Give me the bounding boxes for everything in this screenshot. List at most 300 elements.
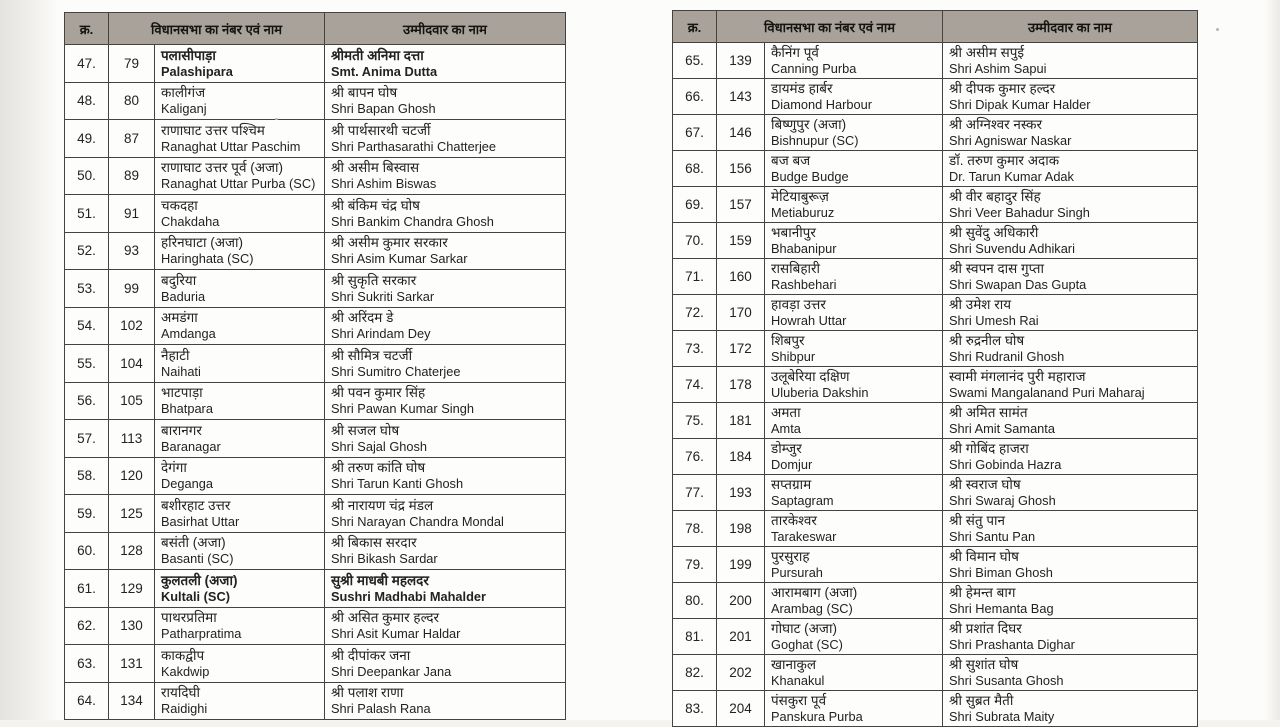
constituency-number: 130 <box>109 607 155 645</box>
constituency-name-english: Bishnupur (SC) <box>771 133 859 148</box>
serial-number: 69. <box>673 187 717 223</box>
constituency-name-hindi: बदुरिया <box>161 272 197 288</box>
table-row <box>65 607 566 645</box>
constituency-name-english: Saptagram <box>771 493 834 508</box>
constituency-name-english: Kakdwip <box>161 663 210 679</box>
candidate-name <box>325 532 566 570</box>
table-row <box>65 82 566 120</box>
constituency-name-hindi: बिष्णुपुर (अजा) <box>771 117 847 132</box>
constituency-number: 184 <box>717 439 765 475</box>
constituency-name <box>155 607 325 645</box>
candidate-name <box>943 439 1198 475</box>
constituency-name-hindi: रासबिहारी <box>771 261 821 276</box>
serial-number: 57. <box>65 420 109 458</box>
constituency-name-english: Baranagar <box>161 438 221 454</box>
serial-number: 78. <box>673 511 717 547</box>
constituency-name-english: Patharpratima <box>161 626 242 642</box>
table-row <box>673 655 1198 691</box>
constituency-name-hindi: बशीरहाट उत्तर <box>161 497 231 513</box>
table-row <box>673 43 1198 79</box>
constituency-name-english: Raidighi <box>161 701 208 717</box>
serial-number: 60. <box>65 532 109 570</box>
constituency-name <box>765 223 943 259</box>
serial-number: 54. <box>65 307 109 345</box>
candidate-name-english: Shri Swaraj Ghosh <box>949 493 1056 508</box>
header-constituency: विधानसभा का नंबर एवं नाम <box>109 13 325 45</box>
candidate-name <box>325 82 566 120</box>
constituency-name-hindi: पंसकुरा पूर्व <box>771 693 827 708</box>
constituency-name-english: Basirhat Uttar <box>161 513 240 529</box>
table-row <box>65 307 566 345</box>
candidate-name-hindi: श्री स्वराज घोष <box>949 477 1021 492</box>
scan-edge-shadow-right <box>1264 0 1280 720</box>
serial-number: 67. <box>673 115 717 151</box>
candidate-name-hindi: श्री उमेश राय <box>949 297 1012 312</box>
table-row <box>673 475 1198 511</box>
candidate-name-hindi: श्री वीर बहादुर सिंह <box>949 189 1041 204</box>
constituency-name-english: Naihati <box>161 363 201 379</box>
candidate-name <box>325 495 566 533</box>
table-row <box>65 532 566 570</box>
constituency-name <box>765 367 943 403</box>
serial-number: 49. <box>65 120 109 158</box>
header-serial: क्र. <box>673 11 717 43</box>
candidate-name-english: Shri Palash Rana <box>331 701 431 717</box>
candidate-name-hindi: श्री तरुण कांति घोष <box>331 460 426 476</box>
candidate-name-hindi: श्री असित कुमार हल्दर <box>331 610 440 626</box>
constituency-number: 202 <box>717 655 765 691</box>
constituency-name-hindi: तारकेश्वर <box>771 513 817 528</box>
constituency-number: 198 <box>717 511 765 547</box>
constituency-name-hindi: अमता <box>771 405 801 420</box>
constituency-name <box>155 420 325 458</box>
constituency-name-english: Tarakeswar <box>771 529 837 544</box>
serial-number: 53. <box>65 270 109 308</box>
candidate-name-hindi: श्री असीम कुमार सरकार <box>331 235 448 251</box>
constituency-name-hindi: डायमंड हार्बर <box>771 81 833 96</box>
candidate-name-hindi: श्री संतु पान <box>949 513 1006 528</box>
constituency-name-hindi: डोम्जुर <box>771 441 802 456</box>
serial-number: 73. <box>673 331 717 367</box>
candidate-name <box>325 307 566 345</box>
table-row <box>65 457 566 495</box>
constituency-name <box>155 682 325 720</box>
candidate-name-english: Swami Mangalanand Puri Maharaj <box>949 385 1145 400</box>
constituency-name-hindi: राणाघाट उत्तर पश्चिम <box>161 122 265 138</box>
constituency-name-english: Khanakul <box>771 673 825 688</box>
constituency-name <box>155 232 325 270</box>
constituency-name-hindi: नैहाटी <box>161 347 190 363</box>
candidate-name-hindi: श्री स्वपन दास गुप्ता <box>949 261 1044 276</box>
candidate-name-hindi: श्री अरिंदम डे <box>331 310 394 326</box>
table-row <box>673 583 1198 619</box>
constituency-name-hindi: कुलतली (अजा) <box>161 572 238 588</box>
constituency-number: 125 <box>109 495 155 533</box>
constituency-name-english: Kaliganj <box>161 101 207 117</box>
constituency-name <box>155 645 325 683</box>
serial-number: 82. <box>673 655 717 691</box>
candidate-name-english: Shri Swapan Das Gupta <box>949 277 1087 292</box>
candidate-name <box>943 619 1198 655</box>
candidate-name-english: Shri Veer Bahadur Singh <box>949 205 1090 220</box>
constituency-name-english: Amdanga <box>161 326 216 342</box>
table-row <box>673 331 1198 367</box>
serial-number: 77. <box>673 475 717 511</box>
candidate-name-hindi: श्री बिकास सरदार <box>331 535 417 551</box>
constituency-number: 102 <box>109 307 155 345</box>
table-row <box>65 195 566 233</box>
constituency-number: 193 <box>717 475 765 511</box>
constituency-number: 131 <box>109 645 155 683</box>
constituency-name-hindi: मेटियाबुरूज़ <box>771 189 829 204</box>
candidate-name <box>943 223 1198 259</box>
candidate-name-hindi: श्री अग्निश्वर नस्कर <box>949 117 1043 132</box>
candidate-name-english: Shri Asim Kumar Sarkar <box>331 251 468 267</box>
constituency-name <box>765 475 943 511</box>
constituency-name-hindi: उलूबेरिया दक्षिण <box>771 369 850 384</box>
table-header <box>673 11 1198 43</box>
constituency-name <box>155 345 325 383</box>
candidate-name-english: Shri Bankim Chandra Ghosh <box>331 213 494 229</box>
constituency-name <box>155 382 325 420</box>
table-row <box>65 645 566 683</box>
candidate-name-english: Shri Narayan Chandra Mondal <box>331 513 504 529</box>
constituency-name-english: Budge Budge <box>771 169 849 184</box>
candidate-name-english: Shri Asit Kumar Haldar <box>331 626 461 642</box>
table-row <box>673 187 1198 223</box>
table-row <box>673 547 1198 583</box>
candidate-name-hindi: श्री सुब्रत मैती <box>949 693 1014 708</box>
serial-number: 68. <box>673 151 717 187</box>
candidate-name-english: Shri Dipak Kumar Halder <box>949 97 1091 112</box>
constituency-name-hindi: राणाघाट उत्तर पूर्व (अजा) <box>161 160 284 176</box>
constituency-name-hindi: शिबपुर <box>771 333 805 348</box>
table-row <box>65 682 566 720</box>
candidate-name-english: Shri Bapan Ghosh <box>331 101 436 117</box>
constituency-name-hindi: बारानगर <box>161 422 202 438</box>
candidate-name <box>943 403 1198 439</box>
candidate-name-hindi: श्री प्रशांत दिघर <box>949 621 1022 636</box>
table-row <box>673 79 1198 115</box>
serial-number: 80. <box>673 583 717 619</box>
candidate-name-english: Shri Ashim Sapui <box>949 61 1047 76</box>
constituency-name <box>765 403 943 439</box>
constituency-name <box>765 583 943 619</box>
table-row <box>65 382 566 420</box>
constituency-number: 156 <box>717 151 765 187</box>
candidate-name-hindi: श्री पवन कुमार सिंह <box>331 385 426 401</box>
candidate-name-english: Shri Bikash Sardar <box>331 551 438 567</box>
candidate-name <box>325 45 566 83</box>
constituency-number: 80 <box>109 82 155 120</box>
serial-number: 79. <box>673 547 717 583</box>
candidate-name <box>943 79 1198 115</box>
constituency-name-hindi: खानाकुल <box>771 657 817 672</box>
constituency-name <box>765 187 943 223</box>
constituency-name <box>765 511 943 547</box>
candidate-name <box>325 457 566 495</box>
constituency-name-hindi: भाटपाड़ा <box>161 385 203 401</box>
table-row <box>65 420 566 458</box>
constituency-name <box>765 43 943 79</box>
table-row <box>673 619 1198 655</box>
constituency-number: 199 <box>717 547 765 583</box>
candidate-name <box>325 420 566 458</box>
constituency-number: 99 <box>109 270 155 308</box>
constituency-name <box>765 619 943 655</box>
candidate-name <box>325 232 566 270</box>
serial-number: 76. <box>673 439 717 475</box>
serial-number: 61. <box>65 570 109 608</box>
serial-number: 83. <box>673 691 717 727</box>
header-constituency: विधानसभा का नंबर एवं नाम <box>717 11 943 43</box>
constituency-name <box>155 532 325 570</box>
candidate-name-english: Shri Arindam Dey <box>331 326 431 342</box>
candidate-name <box>943 583 1198 619</box>
serial-number: 51. <box>65 195 109 233</box>
constituency-name <box>765 331 943 367</box>
constituency-number: 139 <box>717 43 765 79</box>
constituency-number: 200 <box>717 583 765 619</box>
candidate-name-english: Sushri Madhabi Mahalder <box>331 588 487 604</box>
candidate-name-english: Shri Suvendu Adhikari <box>949 241 1075 256</box>
constituency-name-english: Arambag (SC) <box>771 601 853 616</box>
constituency-number: 128 <box>109 532 155 570</box>
serial-number: 50. <box>65 157 109 195</box>
constituency-name <box>155 307 325 345</box>
constituency-name-hindi: आरामबाग (अजा) <box>771 585 858 600</box>
candidate-name <box>943 655 1198 691</box>
constituency-number: 113 <box>109 420 155 458</box>
table-row <box>65 270 566 308</box>
header-candidate: उम्मीदवार का नाम <box>325 13 566 45</box>
candidate-name <box>943 43 1198 79</box>
candidate-name-hindi: श्री अमित सामंत <box>949 405 1028 420</box>
constituency-number: 79 <box>109 45 155 83</box>
table-row <box>65 345 566 383</box>
table-row <box>673 259 1198 295</box>
constituency-name-english: Panskura Purba <box>771 709 863 724</box>
candidate-name-english: Shri Santu Pan <box>949 529 1036 544</box>
candidate-name-hindi: श्री पार्थसारथी चटर्जी <box>331 122 431 138</box>
constituency-number: 87 <box>109 120 155 158</box>
candidate-name-hindi: श्री दीपांकर जना <box>331 647 411 663</box>
candidate-name <box>943 115 1198 151</box>
candidate-name-english: Shri Biman Ghosh <box>949 565 1053 580</box>
candidate-table-left <box>64 12 566 720</box>
candidate-name-hindi: श्रीमती अनिमा दत्ता <box>331 47 424 63</box>
candidate-name-hindi: श्री बंकिम चंद्र घोष <box>331 197 420 213</box>
constituency-name <box>155 157 325 195</box>
constituency-name-hindi: कैनिंग पूर्व <box>771 45 819 60</box>
constituency-number: 143 <box>717 79 765 115</box>
constituency-number: 134 <box>109 682 155 720</box>
serial-number: 64. <box>65 682 109 720</box>
candidate-name-english: Shri Deepankar Jana <box>331 663 452 679</box>
constituency-name-hindi: चकदहा <box>161 197 198 213</box>
scan-edge-shadow-left <box>0 0 58 720</box>
table-row <box>673 691 1198 727</box>
constituency-number: 170 <box>717 295 765 331</box>
constituency-name <box>155 495 325 533</box>
candidate-name <box>325 195 566 233</box>
table-row <box>673 295 1198 331</box>
constituency-name <box>155 120 325 158</box>
serial-number: 65. <box>673 43 717 79</box>
serial-number: 59. <box>65 495 109 533</box>
constituency-number: 93 <box>109 232 155 270</box>
table-header <box>65 13 566 45</box>
candidate-name <box>943 511 1198 547</box>
constituency-name <box>155 570 325 608</box>
candidate-name-hindi: स्वामी मंगलानंद पुरी महाराज <box>949 369 1086 384</box>
candidate-name-hindi: श्री गोबिंद हाजरा <box>949 441 1029 456</box>
constituency-number: 159 <box>717 223 765 259</box>
constituency-name-hindi: पलासीपाड़ा <box>161 47 216 63</box>
constituency-name-hindi: काकद्वीप <box>161 647 205 663</box>
candidate-name-english: Shri Tarun Kanti Ghosh <box>331 476 464 492</box>
candidate-name <box>943 367 1198 403</box>
constituency-name-english: Shibpur <box>771 349 816 364</box>
constituency-name-english: Chakdaha <box>161 213 220 229</box>
candidate-name-hindi: श्री नारायण चंद्र मंडल <box>331 497 434 513</box>
candidate-name-english: Shri Parthasarathi Chatterjee <box>331 138 497 154</box>
candidate-name-english: Shri Sajal Ghosh <box>331 438 428 454</box>
constituency-name <box>765 547 943 583</box>
candidate-name-hindi: श्री सजल घोष <box>331 422 400 438</box>
serial-number: 63. <box>65 645 109 683</box>
candidate-table-right <box>672 10 1198 727</box>
constituency-name-hindi: अमडंगा <box>161 310 198 326</box>
constituency-name <box>155 82 325 120</box>
constituency-name-english: Diamond Harbour <box>771 97 873 112</box>
candidate-name <box>943 331 1198 367</box>
candidate-name-hindi: श्री असीम बिस्वास <box>331 160 420 176</box>
constituency-name <box>765 295 943 331</box>
constituency-name-english: Howrah Uttar <box>771 313 847 328</box>
serial-number: 75. <box>673 403 717 439</box>
candidate-name-hindi: डॉ. तरुण कुमार अदाक <box>949 153 1060 168</box>
constituency-name <box>155 457 325 495</box>
candidate-name <box>943 259 1198 295</box>
table-row <box>673 367 1198 403</box>
constituency-name-hindi: भबानीपुर <box>771 225 816 240</box>
constituency-name <box>155 270 325 308</box>
serial-number: 71. <box>673 259 717 295</box>
constituency-name-english: Palashipara <box>161 63 233 79</box>
constituency-name-english: Kultali (SC) <box>161 588 230 604</box>
constituency-name-english: Domjur <box>771 457 813 472</box>
header-serial: क्र. <box>65 13 109 45</box>
constituency-name-english: Goghat (SC) <box>771 637 843 652</box>
serial-number: 56. <box>65 382 109 420</box>
constituency-name-english: Bhatpara <box>161 401 213 417</box>
constituency-name <box>765 79 943 115</box>
constituency-number: 160 <box>717 259 765 295</box>
constituency-name-hindi: सप्तग्राम <box>771 477 812 492</box>
candidate-name-english: Shri Sumitro Chaterjee <box>331 363 461 379</box>
candidate-name <box>325 270 566 308</box>
constituency-name-hindi: बसंती (अजा) <box>161 535 226 551</box>
constituency-number: 181 <box>717 403 765 439</box>
candidate-name-english: Shri Rudranil Ghosh <box>949 349 1065 364</box>
constituency-number: 172 <box>717 331 765 367</box>
constituency-name-english: Basanti (SC) <box>161 551 234 567</box>
table-row <box>65 45 566 83</box>
constituency-name-english: Ranaghat Uttar Paschim <box>161 138 301 154</box>
constituency-number: 89 <box>109 157 155 195</box>
table-row <box>65 232 566 270</box>
scan-speck <box>275 118 278 120</box>
candidate-name-english: Smt. Anima Dutta <box>331 63 438 79</box>
constituency-number: 201 <box>717 619 765 655</box>
candidate-name <box>943 475 1198 511</box>
candidate-name-english: Shri Subrata Maity <box>949 709 1055 724</box>
candidate-name-hindi: श्री हेमन्त बाग <box>949 585 1016 600</box>
candidate-name <box>325 120 566 158</box>
constituency-name-hindi: देगंगा <box>161 460 187 476</box>
candidate-name-hindi: श्री सुशांत घोष <box>949 657 1019 672</box>
candidate-name-english: Dr. Tarun Kumar Adak <box>949 169 1074 184</box>
constituency-name <box>765 115 943 151</box>
constituency-name-hindi: हावड़ा उत्तर <box>771 297 826 312</box>
candidate-name-english: Shri Umesh Rai <box>949 313 1039 328</box>
table-row <box>673 511 1198 547</box>
constituency-name-english: Amta <box>771 421 801 436</box>
constituency-name-hindi: हरिनघाटा (अजा) <box>161 235 244 251</box>
constituency-number: 104 <box>109 345 155 383</box>
constituency-name-hindi: कालीगंज <box>161 85 206 101</box>
constituency-name-english: Haringhata (SC) <box>161 251 254 267</box>
constituency-number: 120 <box>109 457 155 495</box>
serial-number: 62. <box>65 607 109 645</box>
candidate-name-hindi: श्री असीम सपुई <box>949 45 1024 60</box>
serial-number: 66. <box>673 79 717 115</box>
table-row <box>673 115 1198 151</box>
candidate-name-english: Shri Hemanta Bag <box>949 601 1054 616</box>
serial-number: 81. <box>673 619 717 655</box>
constituency-name <box>765 439 943 475</box>
constituency-number: 204 <box>717 691 765 727</box>
candidate-name <box>325 570 566 608</box>
candidate-name-hindi: श्री बापन घोष <box>331 85 398 101</box>
constituency-name <box>765 691 943 727</box>
table-row <box>673 151 1198 187</box>
candidate-name-english: Shri Susanta Ghosh <box>949 673 1064 688</box>
constituency-name <box>765 259 943 295</box>
header-candidate: उम्मीदवार का नाम <box>943 11 1198 43</box>
candidate-name <box>325 157 566 195</box>
serial-number: 70. <box>673 223 717 259</box>
candidate-name <box>943 295 1198 331</box>
candidate-name-english: Shri Agniswar Naskar <box>949 133 1072 148</box>
candidate-name-english: Shri Amit Samanta <box>949 421 1055 436</box>
serial-number: 47. <box>65 45 109 83</box>
candidate-name-hindi: श्री सुकृति सरकार <box>331 272 417 288</box>
constituency-name-hindi: पाथरप्रतिमा <box>161 610 217 626</box>
serial-number: 74. <box>673 367 717 403</box>
constituency-name-english: Ranaghat Uttar Purba (SC) <box>161 176 316 192</box>
candidate-name-hindi: श्री पलाश राणा <box>331 685 404 701</box>
table-row <box>65 157 566 195</box>
constituency-name-hindi: गोघाट (अजा) <box>771 621 837 636</box>
table-row <box>673 439 1198 475</box>
constituency-number: 157 <box>717 187 765 223</box>
candidate-name-english: Shri Sukriti Sarkar <box>331 288 435 304</box>
table-row <box>673 403 1198 439</box>
candidate-name-english: Shri Pawan Kumar Singh <box>331 401 474 417</box>
table-row <box>65 570 566 608</box>
